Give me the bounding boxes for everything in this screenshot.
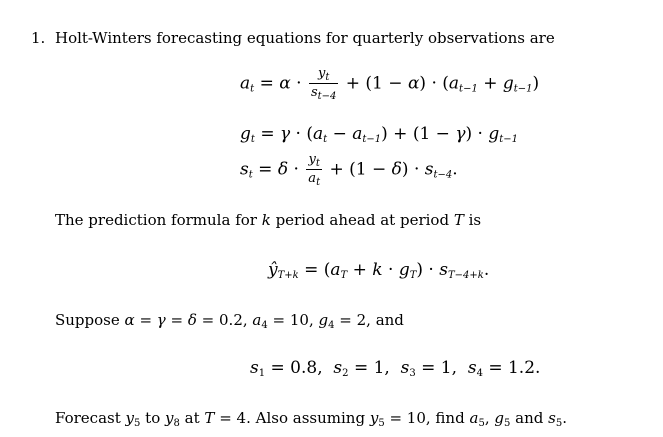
problem-intro: Holt-Winters forecasting equations for quarterly observations are — [55, 29, 555, 47]
problem-number: 1. — [31, 29, 46, 47]
forecast-task: Forecast $y_5$ to $y_8$ at T = 4. Also assuming $y_5 = 10$, find $a_5$, $g_5$ and $s_5$. — [55, 409, 567, 429]
equation-level: $a_t = \alpha$ · $\frac{y_t}{s_{t-4}}$ + $(1 - \alpha) \cdot (a_{t-1} + g_{t-1})$ — [240, 66, 540, 102]
given-parameters: Suppose α = γ = δ = 0.2, $a_4 = 10$, $g_4 = 2$, and — [55, 311, 404, 331]
equation-seasonal: $s_t = \delta$ · $\frac{y_t}{a_t}$ + $(1 - \delta) \cdot s_{t-4}$. — [240, 152, 458, 188]
prediction-formula: $ŷ_{T+k} = (a_T + k \cdot g_T) \cdot s_{T-4+k}$. — [268, 260, 490, 281]
prediction-intro: The prediction formula for k period ahead at period T is — [55, 211, 482, 229]
equation-trend: $g_t = \gamma \cdot (a_t - a_{t-1}) + (1 - \gamma) \cdot g_{t-1}$ — [240, 124, 518, 145]
seasonal-initial-values: $s_1 = 0.8$, $s_2 = 1$, $s_3 = 1$, $s_4 = 1.2$. — [250, 358, 541, 379]
